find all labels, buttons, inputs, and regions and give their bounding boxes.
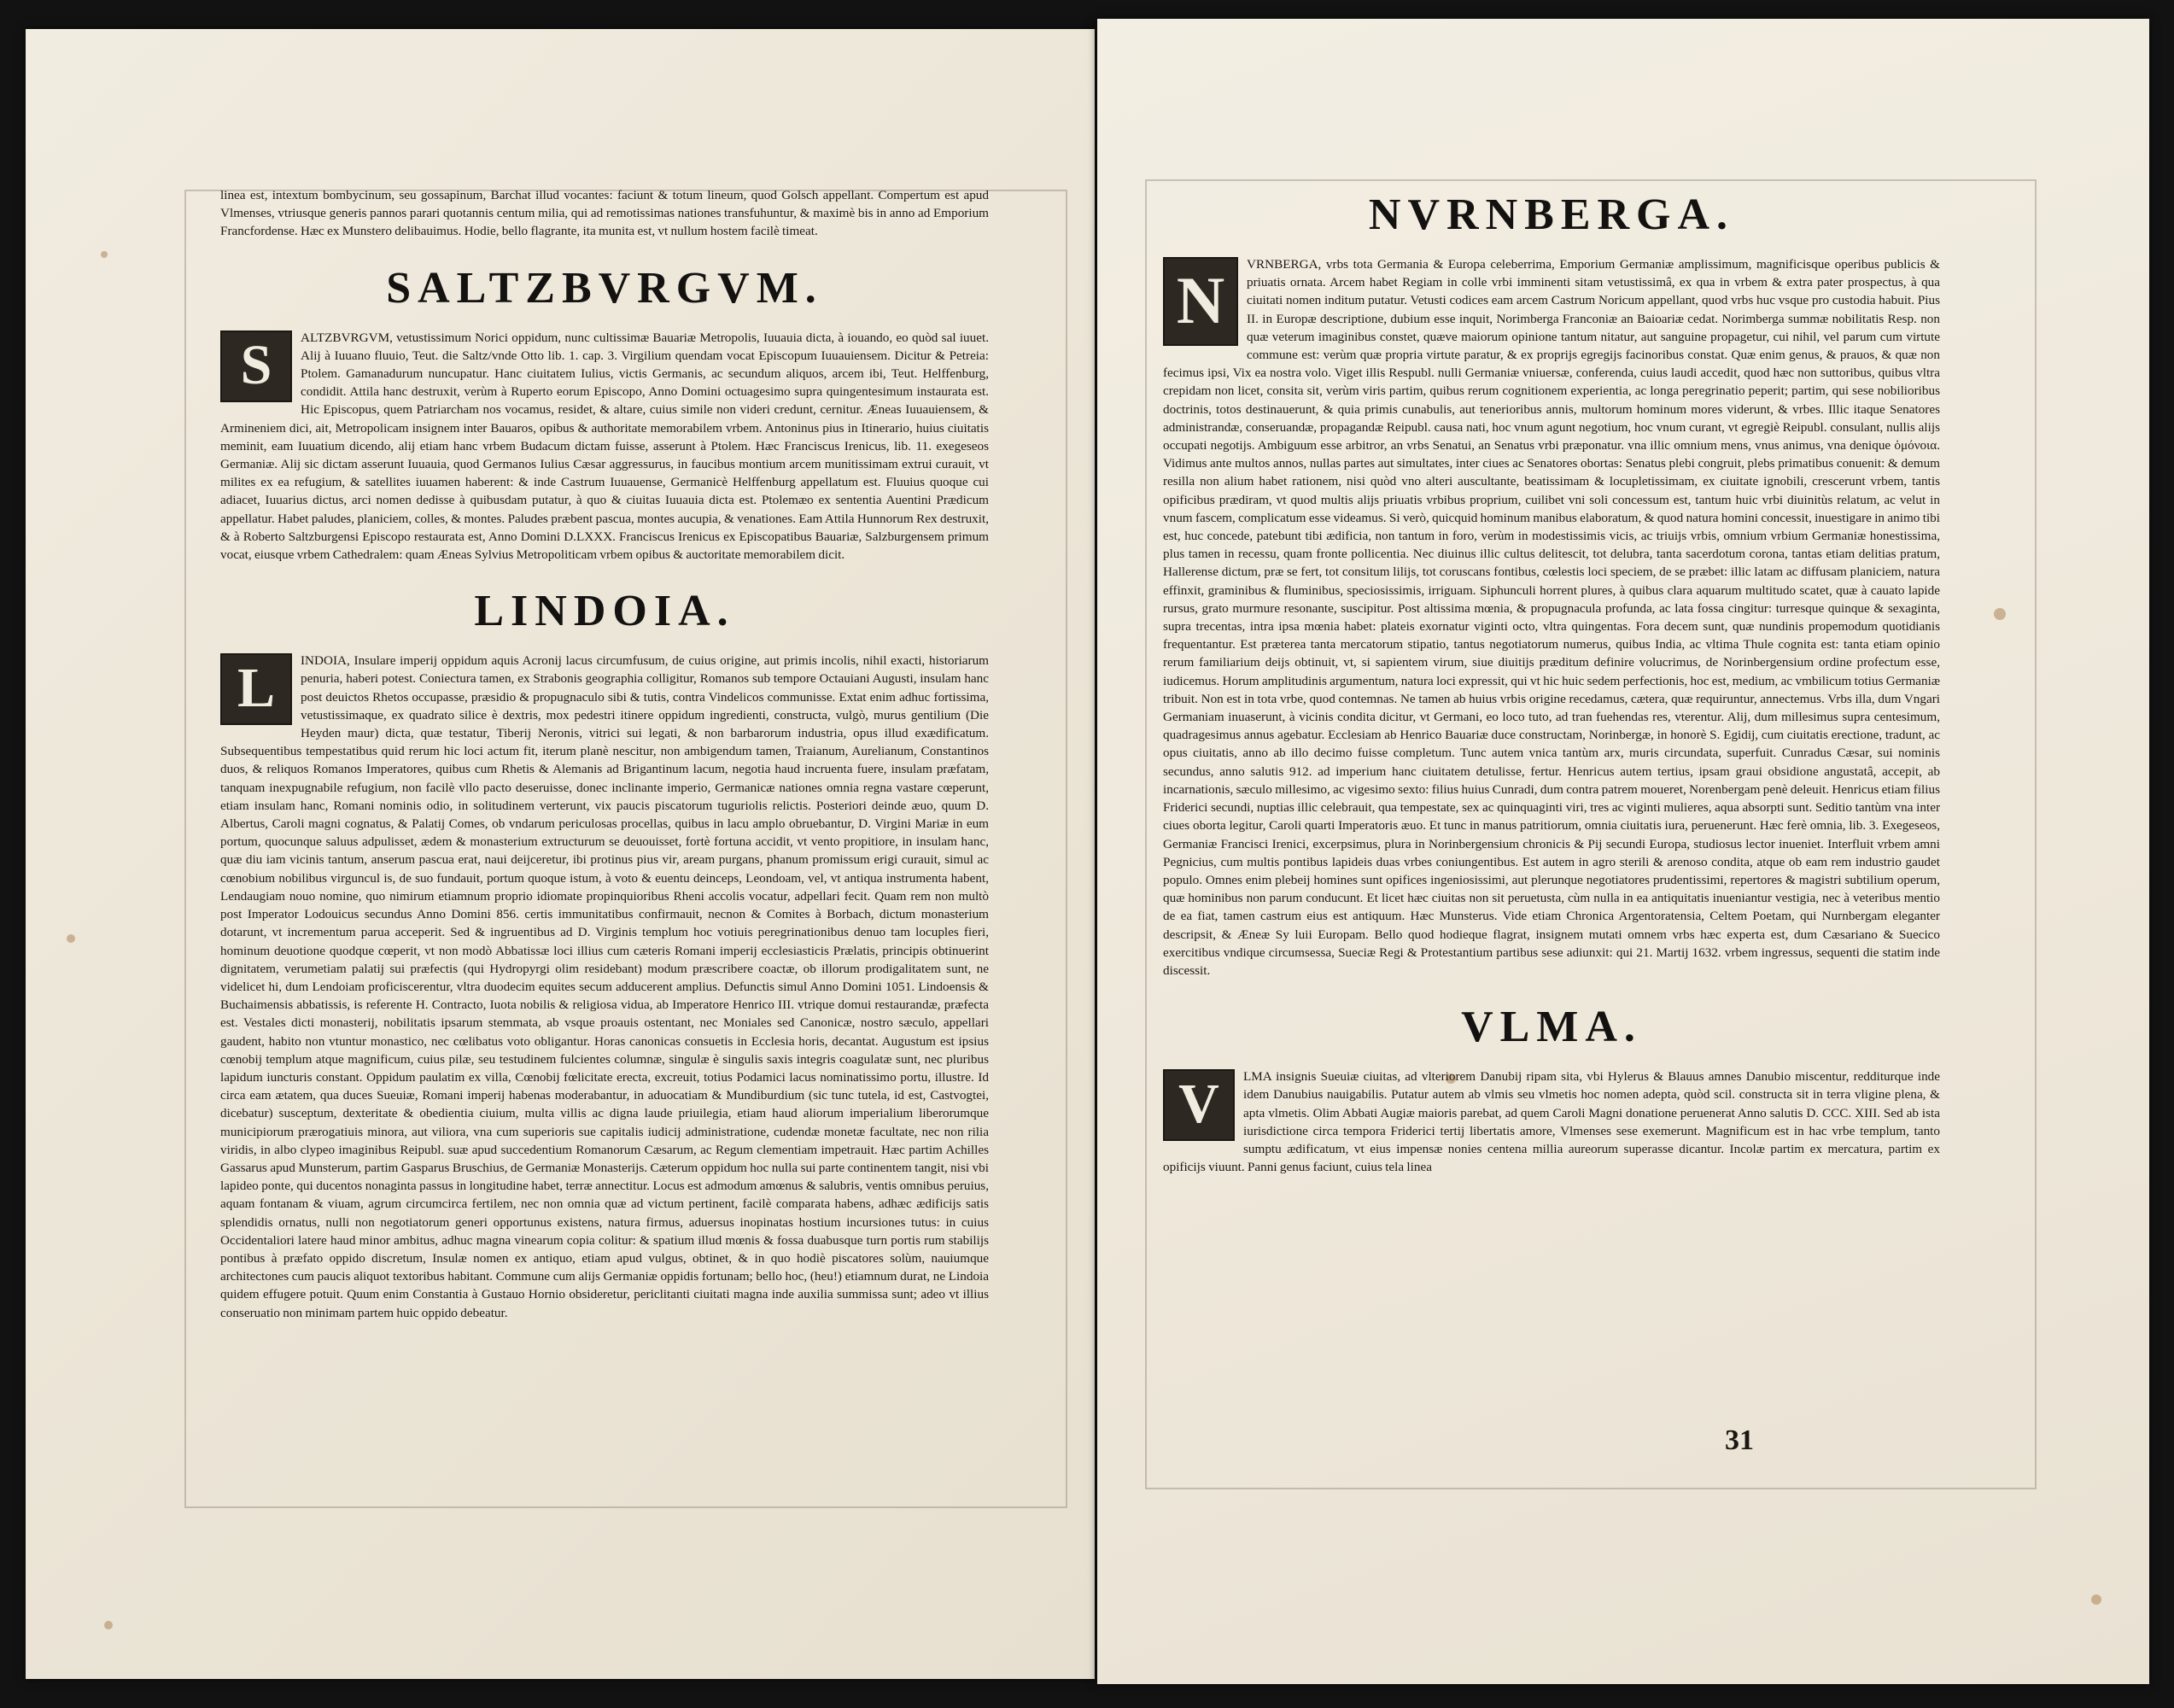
nuremberg-heading: NVRNBERGA. — [1368, 190, 1735, 239]
ulm-initial: V — [1163, 1069, 1235, 1141]
nuremberg-text: VRNBERGA, vrbs tota Germania & Europa celeberrima, Emporium Germaniæ amplissimum, magnificisque operibus publicis & priuatis ornata. Arcem habet Regiam in colle vrbi imminenti sitam vetustissimâ, ex qua in vrbem & extra pater prospectus, à qua ciuitati nomen inditum putatur. Vetusti codices eam arcem Castrum Noricum appellant, quod vrbs huc vsque pro custodia habuit. Pius II. in Europæ descriptione, dubium esse inquit, Norimberga Franconiæ an Baioariæ cedat. Norimberga summæ nobilitatis Resp. non quæ veterum imaginibus constet, quæve maiorum opinione tantum nitatur, aut sanguine propagetur, cui nihil, vel parum cum virtute commune est: verùm quæ propria virtute paratur, & ex proprijs egregijs facinoribus constat. Quæ enim genus, & prauos, & quæ non fecimus ipsi, Vix ea nostra volo. Viget illis Respubl. nulli Germaniæ vniuersæ, conferenda, cuius laudi accedit, quod hæc non suttoribus, quibus vltra crepidam non licet, consita sit, verùm viris partim, quibus rerum cognitionem experientia, ac longa peregrinatio peperit; partim, qui sese nobilioribus doctrinis, totos destinauerunt, & quia primis cunabulis, aut tenerioribus annis, multorum hominum mores viderunt, & vrbes. Illic itaque Senatores administrandæ, conseruandæ, propagandæ Reipubl. causa nati, hoc vnum agunt negotium, hoc vnum curant, vt egregiè Reipubl. consulant, nullis alijs occupati negotijs. Ambiguum esse arbitror, an vrbs Senatui, an Senatus vrbi præponatur. vna illic omnium mens, vnus animus, vna denique ὁμόνοια. Vidimus ante multos annos, nullas partes aut simultates, inter ciues ac Senatores obortas: Senatus plebi congruit, plebs primatibus conuenit: & demum resilla non alium habet rationem, nisi quòd vno alteri auscultante, beatissimam & locupletissimam, ex ciuitate ignobili, crescerunt vrbem, tantis opificibus prædiram, vt quod multis alijs priuatis vrbibus proprium, cuilibet vni soli concessum est, tantum huic vrbi diuinitùs relatum, ac velut in vnum fascem, complicatum esse videamus. Si verò, quicquid hominum manibus elaboratum, & quod natura homini concessit, inuestigare in animo tibi est, huc concede, patebunt tibi ædificia, non tantum in foro, verùm in modestissimis vicis, ac triuijs vrbis, omnium vrbium Germaniæ honestissima, plus tamen in recessu, quam fronte pollicentia. Nec diuinus illic cultus delitescit, tot delubra, tanta sacerdotum corona, tantas etiam delitias pratum, Hallerense dictum, præ se fert, tot consitum lilijs, tot coruscans fontibus, cœlestis loci speciem, de se præbet: illic latam ac diffusam planiciem, natura effinxit, graminibus & fluminibus, speciosissimis, irriguam. Siphunculi horrent plures, à quibus clara aquarum multitudo scatet, quæ à cauato lapide rursus, grato murmure resonante, suscipitur. Post altissima mœnia, & propugnacula profunda, ac lata fossa cingitur: turresque quinque & sexaginta, supra trecentas, intra ipsa mœnia habet: plateis exornatur viginti octo, vltra quingentas. Fora decem sunt, quæ nundinis propemodum quotidianis frequentantur. Est præterea tanta mercatorum stipatio, tantus negotiatorum numerus, quibus India, ac vltima Thule cognita est: tanta etiam opinio rerum familiarium deijs obtinuit, vt, si sapientem virum, siue diuitijs præditum definire volucrimus, de Norinbergensium ordine profectum esse, iudicemus. Horum amplitudinis argumentum, natura loci expressit, qui vt hic huic sedem perfectionis, hoc est, medium, ac vmbilicum totius Germaniæ tribuit. Non est in tota vrbe, quod contemnas. Ne tamen ab huius vrbis origine recedamus, cætera, quæ requiruntur, annectemus. Vrbs illa, dum Vngari Germaniam inuaserunt, à vicinis condita dicitur, vt Germani, eo loco tuto, ad tran fuehendas res, vterentur. Alij, dum millesimus supra centesimum, quadragesimus annus agebatur. Ecclesiam ab Henrico Bauariæ duce constructam, Norinbergæ, in honorè S. Egidij, cum ciuitatis erectione, tradunt, ac opus ciuitatis, anno ab illo decimo fuisse completum. Tunc autem vnica tantùm arx, muris circundata, superfuit. Cunradus Cæsar, sui nominis secundus, anno salutis 912. ad imperium hanc ciuitatem detulisse, fertur. Henricus autem tertius, ipsam graui obsidione angustatâ, accepit, ab incarnationis, sæculo millesimo, ac vigesimo sexto: filius huius Cunradi, dum contra patrem moueret, Norenbergam penè deleuit. Henricus etiam filius Friderici secundi, nuptias illic celebrauit, qua tempestate, sex ac quinquaginti viri, tres ac viginti mulieres, aqua absorpti sunt. Seditio tantùm vna inter ciues oborta legitur, Caroli quarti Imperatoris æuo. Et tunc in manus patritiorum, omnia ciuitatis iura, peruenerunt. Hæc ferè omnia, lib. 3. Exegeseos, Germaniæ Francisci Irenici, excerpsimus, plura in Norinbergensium chronicis & Pij secundi Europa, studiosus lector inueniet. Interfluit vrbem amni Pegnicius, cum multis pontibus lapideis duas vrbes coniungentibus. Est autem in agro sterili & arenoso condita, atque ob eam rem industrio gaudet populo. Omnes enim plebeij homines sunt opifices ingeniosissimi, aut plerunque negotiatores prudentissimi, repertores & magistri subtilium operum, quæ hominibus non parum conducunt. Et licet hæc ciuitas non sit peruetusta, cùm nulla in ea antiquitatis inueniantur vestigia, nec à veteribus mentio de ea fiat, tamen castrum eius est antiquum. Hæc Munsterus. Vide etiam Chronica Argentoratensia, Celtem Poetam, qui Nurnbergam eleganter descripsit, & Æneæ Sy luii Europam. Bello quod hodieque flagrat, insignem mutati omnem vrbs hæc experta est, dum Cæsariano & Suecico exercitibus vndique circumsessa, Sueciæ Regi & Protestantium partibus sese adiunxit: qui 21. Martij 1632. vrbem ingressus, sequenti die statim inde discessit. — [1163, 257, 1940, 978]
foxing-spot — [2091, 1594, 2101, 1605]
salzburg-text: ALTZBVRGVM, vetustissimum Norici oppidum, nunc cultissimæ Bauariæ Metropolis, Iuuauia dicta, à iouando, eo quòd sal iuuet. Alij à Iuuano fluuio, Teut. die Saltz/vnde Otto lib. 1. cap. 3. Virgilium quendam vocat Episcopum Iuuauiensem. Dicitur & Petreia: Ptolem. Gamanadurum nuncupatur. Hanc ciuitatem Iulius, victis Germanis, ac secundum aliquos, arcem ibi, Teut. Helffenburg, condidit. Attila hanc destruxit, verùm à Ruperto eorum Episcopo, Anno Domini octuagesimo supra quingentesimum instaurata est. Hic Episcopus, quem Patriarcham nos vocamus, residet, & altare, cuius simile non videri credunt, cernitur. Æneas Iuuauiensem, & Armineniem dici, ait, Metropolicam insignem inter Bauaros, opibus & authoritate memorabilem vrbem. Antoninus pius in Itinerario, huius ciuitatis meminit, eam Iuuatium dicendo, alij etiam hanc vrbem Budacum dictam fuisse, asserunt à Ptolem. Hæc Franciscus Irenicus, lib. 11. exegeseos Germaniæ. Alij sic dictam asserunt Iuuauia, quod Germanos Iulius Cæsar aggressurus, in faucibus montium arcem munitissimam extrui curauit, vt milites ex ea refugium, & satellites iuuamen haberent: & inde Castrum Iuuauense, Germanicè Helffenburg appellatum est. Fluuius quoque cui adiacet, Iuuarius dictus, arci nomen dedisse à quibusdam putatur, à quo & ciuitas Iuuauia dicta est. Ptolemæo ex sententia Auentini Prædicum appellatur. Habet paludes, planiciem, colles, & montes. Paludes præbent pascua, montes aucupia, & venationes. Eam Attila Hunnorum Rex destruxit, & à Roberto Saltzburgensi Episcopo restaurata est, Anno Domini D.LXXX. Franciscus Irenicus ex Episcopatibus Bauariæ, Salzburgensem primum vocat, eiusque vrbem Cathedralem: quam Æneas Sylvius Metropoliticam vrbem opibus & auctoritate memorabilem dicit. — [220, 330, 989, 563]
nuremberg-initial: N — [1163, 257, 1238, 346]
page-number: 31 — [1725, 1424, 1754, 1456]
foxing-spot — [101, 251, 108, 258]
foxing-spot — [104, 1621, 113, 1629]
right-page-text — [1163, 186, 1940, 1176]
foxing-spot — [1994, 608, 2006, 620]
salzburg-heading: SALTZBVRGVM. — [386, 263, 823, 313]
intro-paragraph: linea est, intextum bombycinum, seu gossapinum, Barchat illud vocantes: faciunt & totum lineum, quod Golsch appellant. Compertum est apud Vlmenses, vtriusque generis pannos parari quotannis centum milia, qui ad remotissimas nationes transfuhuntur, & maximè bis in anno ad Emporium Francfordense. Hæc ex Munstero delibauimus. Hodie, bello flagrante, ita munita est, vt nullum hostem facilè timeat. — [220, 188, 989, 239]
salzburg-initial: S — [220, 330, 292, 402]
lindau-initial: L — [220, 653, 292, 725]
ulm-heading: VLMA. — [1461, 1003, 1642, 1052]
foxing-spot — [67, 934, 75, 943]
ulm-text: LMA insignis Sueuiæ ciuitas, ad vlteriorem Danubij ripam sita, vbi Hylerus & Blauus amnes Danubio miscentur, redditurque inde idem Danubius nauigabilis. Putatur autem ab vlmis seu vlmetis hoc nomen adepta, quòd scil. constructa sit in terra vligine plena, & apta vlmetis. Olim Abbati Augiæ maioris parebat, ad quem Caroli Magni donatione peruenerat Anno salutis D. CCC. XIII. Sed ab ista iurisdictione circa tempora Friderici tertij libertatis amore, Vlmenses sese exemerunt. Magnificum est in hac vrbe templum, tanto sumptu ædificatum, vt eius impensæ nonies centena millia aureorum superasse dicantur. Incolæ partim ex mercatura, partim ex opificijs viuunt. Panni genus faciunt, cuius tela linea — [1163, 1069, 1940, 1175]
lindau-text: INDOIA, Insulare imperij oppidum aquis Acronij lacus circumfusum, de cuius origine, aut primis incolis, nihil exacti, historiarum penuria, haberi potest. Coniectura tamen, ex Strabonis geographia colligitur, Romanos sub tempore Octauiani Augusti, insulam hanc post deuictos Rhetos occupasse, præsidio & propugnaculo sibi & tutis, contra Vindelicos communisse. Extat enim adhuc fortissima, vetustissimaque, ex quadrato silice è dextris, mox pedestri itinere oppidum ingredienti, constructa, vulgò, murus gentilium (Die Heyden maur) dicta, quæ testatur, Tiberij Neronis, vitrici sui legati, & non barbarorum industria, opus illud exædificatum. Subsequentibus tempestatibus quid rerum hic loci actum fit, iterum planè nescitur, non ambigendum tamen, Traianum, Aurelianum, Constantinos duos, & reliquos Romanos Imperatores, quibus cum Rhetis & Alemanis ad Brigantinum lacum, negotia haud incruenta fuere, insulam præfatam, tanquam inexpugnabile refugium, non facilè vllo pacto deseruisse, donec inclinante imperio, Germanicæ nationes omnia regna vastare cœperunt, etiam insulam hanc, Romani nominis odio, in solitudinem verterunt, vix paucis piscatorum tuguriolis relictis. Posteriori deinde æuo, quum D. Albertus, Caroli magni cognatus, & Palatij Comes, ob vndarum periculosas procellas, quibus in lacu amplo obruebantur, D. Virgini Mariæ in eum portum, quocunque saluus adpulisset, ædem & monasterium extructurum se deuouisset, fortè fortuna accidit, vt vento propitiore, in insulam hanc, quæ diu iam vicinis tantum, anserum pascua erat, naui deijceretur, ibi protinus pius vir, aream purgans, phanum promissum erigi curauit, simul ac cœnobium nobilibus virguncul is, de suo fundauit, portum quoque istum, à voto & euentu deinceps, Leondoam, vel, vt antiqua instrumenta habent, Lendaugiam nouo nomine, quo nimirum etiamnum proprio idiomate propinquioribus Rheni accolis vocatur, adpellari fecit. Quam rem non multò post Imperator Lodouicus secundus Anno Domini 856. certis immunitatibus confirmauit, necnon & Comites à Borbach, dictum monasterium dotarunt, vt incrementum parua acceperit. Sed & ingruentibus ad D. Virginis templum hoc votiuis peregrinationibus denuo tam locuples fieri, hominum deuotione quodque cœperit, vt non modò Abbatissæ loci illius cum cæteris Romani imperij ecclesiasticis Prælatis, principis obtinuerint dignitatem, verumetiam palatij sui præfectis (qui Hydropyrgi olim residebant) modum præscribere coactæ, ob illorum prodigalitatem sunt, ne videlicet hi, dum Lendoiam proficiscerentur, vltra duodecim equites secum adducerent amplius. Defunctis simul Anno Domini 1051. Lindoensis & Buchaimensis abbatissis, is referente H. Contracto, Iuota nobilis & religiosa vidua, ab Imperatore Henrico III. vtrique domui restaurandæ, præfecta est. Vestales dicti monasterij, nobilitatis ipsarum stemmata, ab vsque proauis ostentant, nec Moniales sed Canonicæ, nostro sæculo, appellari gaudent, habito non vtuntur monastico, nec cœlibatus voto obligantur. Horas canonicas consuetis in Ecclesia horis, decantat. Augustum est ipsius cœnobij templum atque magnificum, cuius pilæ, seu testudinem fulcientes columnæ, singulæ è singulis saxis integris coagulatæ sunt, nec pluribus lapidum iuncturis constant. Oppidum paulatim ex villa, Cœnobij fœlicitate erecta, excreuit, totius Podamici lacus nominatissimo portu, illustre. Id circa eam ætatem, qua duces Sueuiæ, Romani imperij habenas moderabantur, in aduocatiam & Mundiburdium (sic tunc tutela, id est, Castvogtei, dicebatur) susceptum, dexteritate & obedientia ciuium, multa villis ac digna laude priuilegia, etiam haud aliorum imperialium liberorumque municipiorum prærogatiuis minora, aut viliora, vna cum superioris sue capitalis iudicij administratione, cudendæ monetæ facultate, nec non rilia viridis, in albo clypeo imaginibus Reipubl. suæ apud succedentium Romanorum Cæsarum, ac Regum clementiam impetrauit. Hæc partim Achilles Gassarus apud Munsterum, partim Gasparus Bruschius, de Germaniæ Monasterijs. Cæterum oppidum hoc nulla sui parte continentem tangit, nisi vbi lapideo ponte, qui ducentos nonaginta passus in longitudine habet, terræ annectitur. Locus est admodum amœnus & salubris, ventis omnibus peruius, aquam fontanam & viuam, agrum circumcirca fertilem, nec non omnia quæ ad victum pertinent, facilè comparata habens, adhæc ædificijs satis splendidis ornatus, nulli non negotiatorum generi opportunus existens, natura firmus, aduersus inopinatas hostium incursiones tutus: in cuius Occidentaliori latere haud minor ambitus, adhuc magna vinearum copia colitur: & spatium illud mœnis & fossa duabusque turn portis rum stabilijs pontibus à præfato oppido discretum, Insulæ nomen ex antiquo, etiam apud vulgus, obtinet, & in quo hodiè piscatores solùm, nauiumque architectones cum paucis aliquot textoribus habitant. Commune cum alijs Germaniæ oppidis fortunam; bello hoc, (heu!) etiamnum durat, ne Lindoia quidem effugere potuit. Quum enim Constantia à Gustauo Hornio obsideretur, periclitanti ciuitati magna inde auxilia summissa sunt; adeo vt illius conseruatio non minimam partem huic oppido debeatur. — [220, 653, 989, 1320]
lindau-heading: LINDOIA. — [474, 587, 735, 636]
left-page-text — [220, 186, 989, 1322]
